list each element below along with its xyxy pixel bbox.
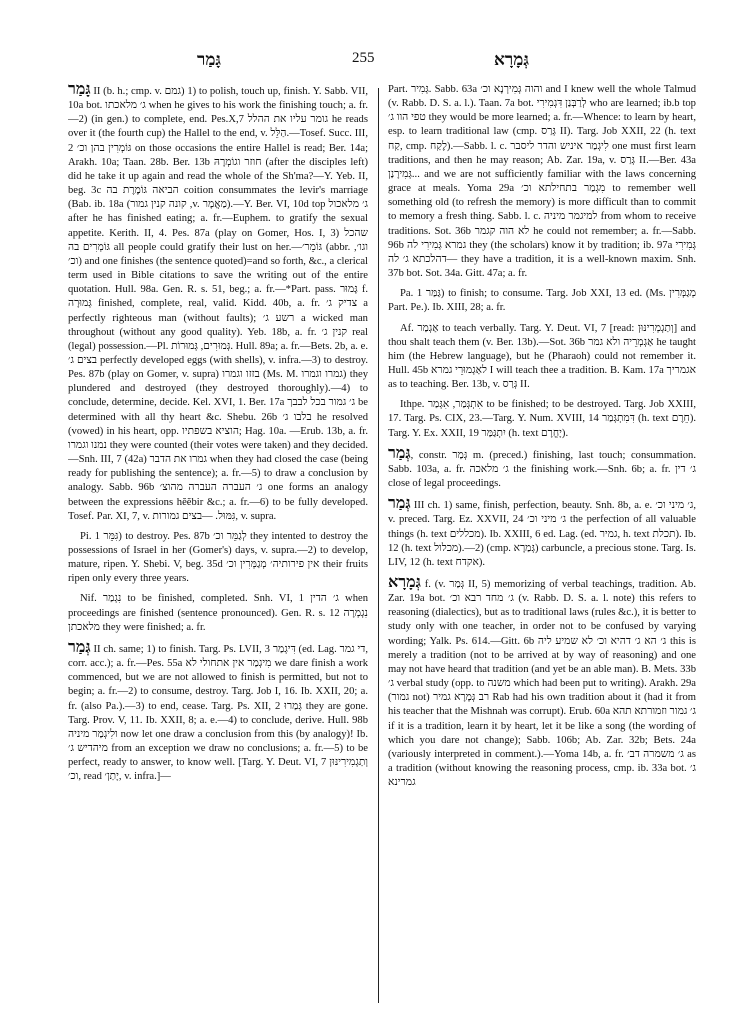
entry-text: Pa. גַּמַּר 1) to finish; to consume. Targ. Job XXI, 13 ed. (Ms. מְגַמְּרִין Part. Pe.). Ib. XIII, 28; a. fr.	[388, 288, 696, 314]
entry-text: III ch. 1) same, finish, perfection, beauty. Snh. 8b, a. e. ג׳ מיני וכ׳, v. preced. Targ. Ez. XXVII, 24 ג׳ מיני וכ׳ the perfection of all valuable things (h. text מכללים). Ib. XXIII, 6 ed. Lag. (ed. גמיר, h. text תכלת). Ib. 12 (h. text מכלול).—2) (cmp. גְּמַרָא) carbuncle, a precious stone. Targ. Is. LIV, 12 (h. text אקדח).	[388, 500, 696, 568]
entry-gamar-2-piel	[68, 530, 368, 587]
page-number: 255	[352, 50, 375, 66]
entry-headword: גְּמָרָא	[388, 574, 421, 591]
entry-headword: גָּמַר	[68, 83, 91, 98]
entry-text: II ch. same; 1) to finish. Targ. Ps. LVII, 3 דִּיגְמַר (ed. Lag. די גמר, corr. acc.); a. fr.—Pes. 55a מִיגְמַר אין אתחולי לא we dare finish a work commenced, but we are not allowed to finish is permitted, but not to begin; a. fr.—2) to consume, destroy. Targ. Job I, 16. Ib. XXII, 20; a. fr. (also Pa.).—3) to end, cease. Targ. Ps. XII, 2 גְּמַרוּ they are gone. Targ. Prov. V, 11. Ib. XXII, 8; a. e.—4) to conclude, derive. Hull. 98b ולִיגְמַר מיניה now let one draw a conclusion from this (by analogy)! Ib. מיהדיש ג׳ from an exception we draw no conclusions; a. fr.—5) to be perfect, ready to answer, to know well. [Targ. Y. Deut. VI, 7 וְתַגְמִירִינּוּן וכ׳, read יָתַן׳, v. infra.]—	[68, 643, 368, 783]
entry-gemar-2-afel	[388, 322, 696, 393]
entry-gemar-noun	[388, 444, 696, 491]
entry-text: Part. גְּמִיר. Sabb. 63a והוה גְּמִירְנָא וכ׳ and I knew well the whole Talmud (v. Rabb. D. S. a. l.). Taan. 7a bot. לְרַבְּנַן דִּגְמִירִי who are learned; ib.b top טפי הוו ג׳ they would be more learned; a. fr.—Whence: to learn by heart, esp. to learn traditional law (cmp. גְּרַס II). Targ. Job XXII, 22 (h. text קַח, cmp. לֶקַח).—Sabb. l. c. לִיגְמַר איניש והדר ליסבר one must first learn traditions, and then he may reason; Ab. Zar. 19a, v. גְּרַס II.—Ber. 43a גְּמִירָנַן... and we are not sufficiently familiar with the laws concerning grace at meals. Yoma 29a מִגְמַר בתחילתא וכ׳ to remember well something old (to refresh the memory) is more difficult than to commit to memory a fresh thing. Sabb. l. c. למיגמר מיניה from whom to receive traditions. Sot. 36b לא הוה קגמר he could not remember; a. fr.—Sabb. 96b גמרא גְּמִירִי לה they (the scholars) know it by tradition; ib. 97a גְּמִירִי—דהלכתא ג׳ לה they have a tradition, it is a well-known maxim. Snh. 37b bot. Sot. 34a. Gitt. 47a; a. fr.	[388, 84, 696, 280]
column-divider	[378, 88, 379, 1003]
left-column	[68, 83, 368, 1003]
entry-gemara	[388, 576, 696, 790]
entry-text: f. (v. גְּמַר II, 5) memorizing of verbal teachings, tradition. Ab. Zar. 19a bot. ג׳ מחד רבא וכ׳ (v. Rabb. D. S. a. l. note) this refers to reasoning (dialectics), but as to traditional laws (rules &c.), it is better to study only with one teacher, in order not to be confused by varying wording; Yalk. Ps. 614.—Gitt. 6b ג׳ הא ג׳ דהיא וכ׳ לא שמיע ליה this is merely a tradition (not to be arrived at by way of reasoning) and one may not have heard that tradition (and yet be an able man). B. Mets. 33b ג׳ verbal study (opp. to משנה which had been put to writing). Arakh. 29a (גמור not) רב גְּמָרָא גמיר Rab had his own tradition about it (had it from his teacher that the Mishnah was corrupt). Erub. 60a ג׳ גמור וזמורתא תהא if it is a tradition, learn it by heart, let it be like a song (the wording of which you dare not change); Sabb. 106b; Ab. Zar. 32b; Bets. 24a (variously interpreted in comment.).—Yoma 14b, a. fr. ג׳ משמרה דב׳ as a tradition (without knowing the reasoning process, cmp. ib. 33a bot. ג׳ גמרינא	[388, 579, 696, 789]
entry-text: Pi. גִּמֵּר 1) to destroy. Pes. 87b לְגַמֵּר וכ׳ they intented to destroy the possessions of Israel in her (Gomer's) days, v. supra.—2) to develop, mature, ripen. Y. Shebi. V, beg. 35d אין פירותיה׳ מְגַמְּרִין וכ׳ their fruits ripen only every three years.	[68, 530, 368, 585]
entry-text: II (b. h.; cmp. v. גמם) 1) to polish, touch up, finish. Y. Sabb. VII, 10a bot. ג׳ מלאכתו when he gives to his work the finishing touch; a. fr.—2) (in gen.) to complete, end. Pes.X,7 גומר עליו את ההלל he reads over it (the fourth cup) the Hallel to the end, v. הַלֵּל.—Tosef. Succ. III, 2 גּוֹמְרִין בהן וכ׳ on those occasions the entire Hallel is read; Ber. 14a; Arakh. 10a; Taan. 28b. Ber. 13b חוזר וגוֹמְרָהּ (after the disciples left) did he take it up again and read the whole of the Sh'ma?—Y. Yeb. II, beg. 3c הביאה גּוֹמֶרֶת בה coition consummates the levir's marriage (Bab. ib. 18a (קונה קנין גמור ,v. מַאֲמָר).—Y. Ber. VI, 10d top ג׳ מלאכול after he has finished eating; a. fr.—Euphem. to gratify the sexual appetite. Kerith. II, 4. Pes. 87a (play on Gomer, Hos. I, 3) שהכל גּוֹמְרִים בה all people could gratify their lust on her.—גּוֹמֵר׳ (abbr. וגו׳, וכ׳) and one finishes (the sentence quoted)=and so forth, &c., a clerical term used in Bible citations to save the writing out of the entire quotation. Hull. 98a. Gen. R. s. 51, beg.; a. fr.—*Part. pass. גָּמוּר f. גְּמוּרָה finished, complete, real, valid. Kidd. 40b, a. fr. צדיק ג׳ a perfectly righteous man (without faults); רשע ג׳ a wicked man throughout (without any good quality). Yeb. 18b, a. fr. קנין ג׳ real (legal) possession.—Pl. גְּמוּרִים, גְּמוּרוֹת. Hull. 89a; a. fr.—Bets. 2b, a. e. בצים ג׳ perfectly developed eggs (with shells), v. infra.—3) to destroy. Pes. 87b (play on Gomer, v. supra) בזזו וגמרו (Ms. M. גמרו וגמרו) they plundered and destroyed (they destroyed thoroughly).—4) to conclude, determine, decide. Kel. XVI, 1. Ber. 17a ג׳ גמור בכל לבבך be determined with all thy heart &c. Shebu. 26b בלבו ג׳ he resolved (vowed) in his heart, opp. הוציא בשפתיו; Hag. 10a. —Erub. 13b, a. fr. נמנו וגמרו they were counted (their votes were taken) and they decided.—Snh. III, 7 (42a) גמרו את הדבר when they had closed the case (being ready for publishing the sentence); a. fr.—5) to draw a conclusion by analogy. Sabb. 96b ג׳ העברה העברה מהוצ׳ one forms an analogy between the expressions hĕĕbir &c.; a. fr.—6) to be fully developed. Tosef. Par. XI, 7, v. גִּמּוּל. —בצים גמורות, v. supra.	[68, 86, 368, 522]
entry-gemar-2-pael	[388, 287, 696, 315]
entry-text: , constr. גְּמַר m. (preced.) finishing, last touch; consummation. Sabb. 103a, a. fr. ג׳ מלאכה the finishing work.—Snh. 6b; a. fr. ג׳ דין close of legal proceedings.	[388, 449, 696, 490]
entry-gamar-2	[68, 83, 368, 524]
entry-gemar-2-participle	[388, 83, 696, 281]
page-header	[0, 50, 750, 78]
entry-text: Ithpe. אִתְגְּמַר, אִגְּמַר to be finished; to be destroyed. Targ. Job XXIII, 17. Targ. Ps. CIX, 23.—Targ. Y. Num. XVIII, 14 דִּמִתְגְּמַר (h. text חֵרֶם). Targ. Y. Ex. XXII, 19 יִתְגַּמַּר (h. text יָחֳרָם).	[388, 399, 696, 439]
entry-headword: גְּמַר	[68, 638, 91, 656]
entry-text: Af. אַגְמַר to teach verbally. Targ. Y. Deut. VI, 7 [read: וְתַגְמְרִינּוּן] and thou shalt teach them (v. Ber. 13b).—Sot. 36b אַגְמְרֵיה ולא גמר he taught him (the Hebrew language), but he (Pharaoh) could not remember it. Hull. 45b לאַגְמוּרֵי גמרא I will teach thee a tradition. B. Kam. 17a אגמריך as to teaching. Ber. 13b, v. גְּרַס II.	[388, 322, 696, 391]
entry-text: Nif. נִגְמַר to be finished, completed. Snh. VI, 1 ג׳ הדין when proceedings are finished (sentence pronounced). Gen. R. s. 12 נִגְמְרָה מלאכתן they were finished; a. fr.	[68, 593, 368, 633]
entry-gemar-2-ithpeel	[388, 398, 696, 440]
right-column	[388, 83, 696, 1003]
entry-gamar-2-nifal	[68, 592, 368, 634]
entry-headword: גְּמַר	[388, 444, 411, 462]
entry-gemar-3	[388, 497, 696, 570]
entry-headword: גְּמַר	[388, 495, 411, 513]
entry-gemar-2-ch	[68, 638, 368, 785]
right-running-head: גְּמָרָא	[494, 50, 529, 69]
left-running-head: גָּמַר	[197, 50, 222, 69]
